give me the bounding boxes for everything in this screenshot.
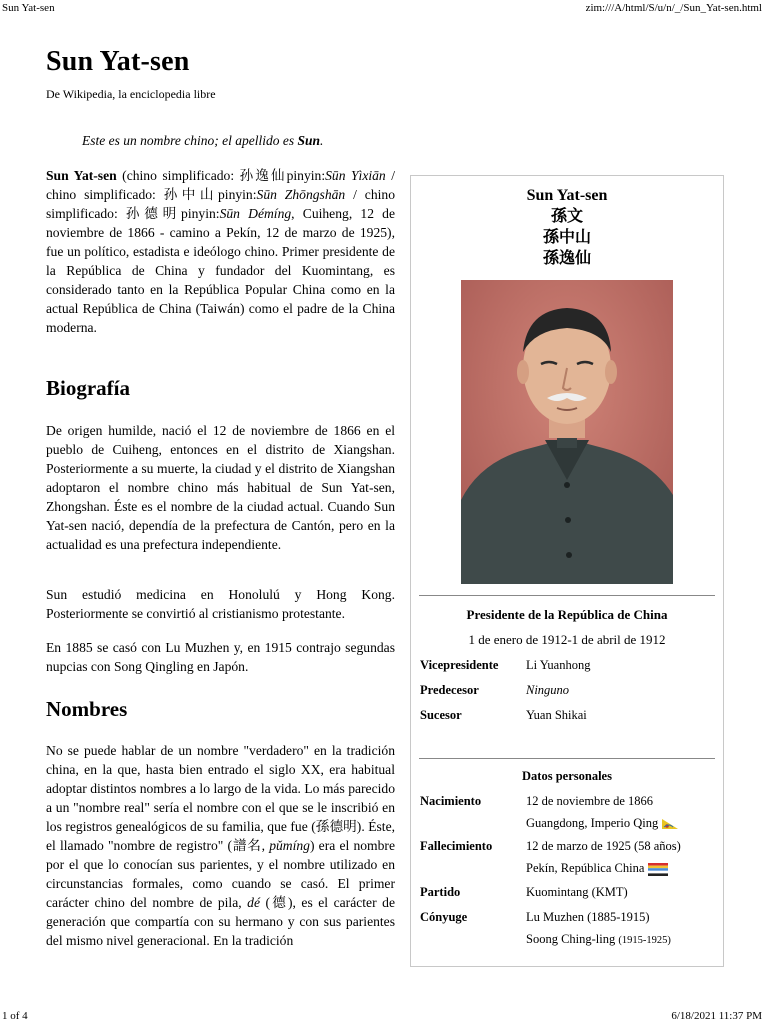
intro-text-rest: , Cuiheng, 12 de noviembre de 1866 - camino a Pekín, 12 de marzo de 1925), fue un político, estadista e ideólogo chino. Primer presidente de la República de China y fundador del Kuomintang, es considerado tanto en la República Popular China como en la actual República de China (Taiwán) como el padre de la China moderna. (46, 206, 395, 335)
conyuge-2 (526, 928, 671, 952)
infobox-term: 1 de enero de 1912-1 de abril de 1912 (468, 632, 666, 647)
print-header-url: zim:///A/html/S/u/n/_/Sun_Yat-sen.html (585, 2, 762, 14)
nombres-text-3: (德), es el carácter de generación que compartía con su hermano y con sus parientes del mismo nivel generacional. En la tradición (46, 895, 395, 948)
biografia-text-1: De origen humilde, nació el 12 de noviembre de 1866 en el pueblo de Cuiheng, entonces en el distrito de Xiangshan. Posteriormente a su muerte, la ciudad y el distrito de Xiangshan adoptaron el nombre chino más habitual de Sun Yat-sen, Zhongshan. Éste es el nombre de la ciudad actual. Cuando Sun Yat-sen nació, dependía de la prefectura de Cantón, pero en la actualidad es una prefectura independiente. (46, 423, 395, 552)
nacimiento-place-text[interactable]: Guangdong, Imperio Qing (526, 816, 659, 830)
qing-flag-icon (661, 818, 679, 830)
row-value-nacimiento (526, 790, 679, 834)
heading-nombres: Nombres (46, 697, 128, 721)
nombres-text-2: ) era el nombre por el que lo conocían sus parientes, y el nombre utilizado en circunstancias formales, como cuando se casó. El primer carácter chino del nombre de pila, (46, 838, 395, 910)
biografia-text-2: Sun estudió medicina en Honolulú y Hong Kong. Posteriormente se convirtió al cristianismo protestante. (46, 587, 395, 621)
infobox-name-line-2: 孫文 (550, 208, 583, 225)
intro-text-2: / chino simplificado: 孙中山pinyin: (46, 168, 395, 202)
row-label-nacimiento: Nacimiento (420, 794, 482, 808)
row-label-predecesor: Predecesor (420, 683, 479, 697)
row-label-conyuge: Cónyuge (420, 910, 468, 924)
hatnote (82, 133, 323, 149)
heading-biografia: Biografía (46, 376, 130, 400)
intro-bold-name: Sun Yat-sen (46, 168, 117, 183)
hatnote-end: . (319, 133, 324, 148)
infobox-office[interactable]: Presidente de la República de China (466, 607, 668, 622)
biografia-text-3: En 1885 se casó con Lu Muzhen y, en 1915 contrajo segundas nupcias con Song Qingling en Japón. (46, 640, 395, 674)
row-value-fallecimiento (526, 835, 681, 879)
portrait-illustration (461, 280, 673, 584)
pinyin-2: Sūn Zhōngshān (256, 187, 346, 202)
biografia-p3 (46, 638, 395, 676)
fallecimiento-place (526, 857, 681, 879)
row-label-vicepresidente: Vicepresidente (420, 658, 499, 672)
infobox-personal-heading: Datos personales (522, 769, 612, 783)
nombres-text-1: No se puede hablar de un nombre "verdadero" en la tradición china, en la que, hasta bien entrado el siglo XX, era habitual adoptar distintos nombres a lo largo de la vida. Lo más parecido a un "nombre real" sería el nombre con el que se le inscribió en los registros genealógicos de su familia, que fue (孫德明). Éste, el llamado "nombre de registro" (譜名, (46, 743, 395, 853)
nacimiento-date: 12 de noviembre de 1866 (526, 794, 654, 808)
nombres-italic-2: dé (247, 895, 261, 910)
predecesor-value-text: Ninguno (526, 683, 570, 697)
infobox-title (411, 185, 723, 269)
infobox-name-line-1: Sun Yat-sen (526, 187, 608, 204)
row-label-fallecimiento: Fallecimiento (420, 839, 493, 853)
print-footer-date: 6/18/2021 11:37 PM (671, 1010, 762, 1022)
row-value-predecesor (526, 679, 569, 701)
hatnote-text: Este es un nombre chino; el apellido es (82, 133, 298, 148)
infobox-name-line-3: 孫中山 (542, 229, 591, 246)
portrait-image[interactable] (461, 280, 673, 584)
print-header-title: Sun Yat-sen (2, 2, 55, 14)
five-races-flag-icon (648, 863, 668, 876)
infobox-separator-1 (419, 595, 715, 596)
nombres-paragraph (46, 741, 395, 950)
row-value-partido[interactable]: Kuomintang (KMT) (526, 885, 628, 899)
conyuge-2-years: (1915-1925) (618, 935, 671, 946)
print-footer-page: 1 of 4 (2, 1010, 28, 1022)
pinyin-1: Sūn Yìxiān (325, 168, 386, 183)
row-value-conyuge (526, 906, 671, 952)
fallecimiento-place-text[interactable]: Pekín, República China (526, 861, 645, 875)
infobox-name-line-4: 孫逸仙 (542, 250, 591, 267)
infobox (410, 175, 724, 967)
nacimiento-place (526, 812, 679, 834)
biografia-p2 (46, 585, 395, 623)
row-value-vicepresidente[interactable]: Li Yuanhong (526, 658, 591, 672)
page-subtitle: De Wikipedia, la enciclopedia libre (46, 87, 216, 101)
conyuge-2-name[interactable]: Soong Ching-ling (526, 932, 619, 946)
intro-text-1: (chino simplificado: 孙逸仙pinyin: (116, 168, 326, 183)
row-value-sucesor[interactable]: Yuan Shikai (526, 708, 587, 722)
pinyin-3: Sūn Démíng (219, 206, 292, 221)
biografia-p1 (46, 421, 395, 554)
row-label-partido: Partido (420, 885, 461, 899)
fallecimiento-date: 12 de marzo de 1925 (58 años) (526, 839, 681, 853)
page-title: Sun Yat-sen (46, 46, 190, 77)
hatnote-surname[interactable]: Sun (297, 133, 320, 148)
infobox-separator-2 (419, 758, 715, 759)
intro-text-3: / chino simplificado: 孙德明pinyin: (46, 187, 396, 221)
intro-paragraph (46, 166, 395, 337)
nombres-italic-1: pǔmíng (269, 838, 310, 853)
row-label-sucesor: Sucesor (420, 708, 462, 722)
conyuge-1[interactable]: Lu Muzhen (1885-1915) (526, 910, 650, 924)
